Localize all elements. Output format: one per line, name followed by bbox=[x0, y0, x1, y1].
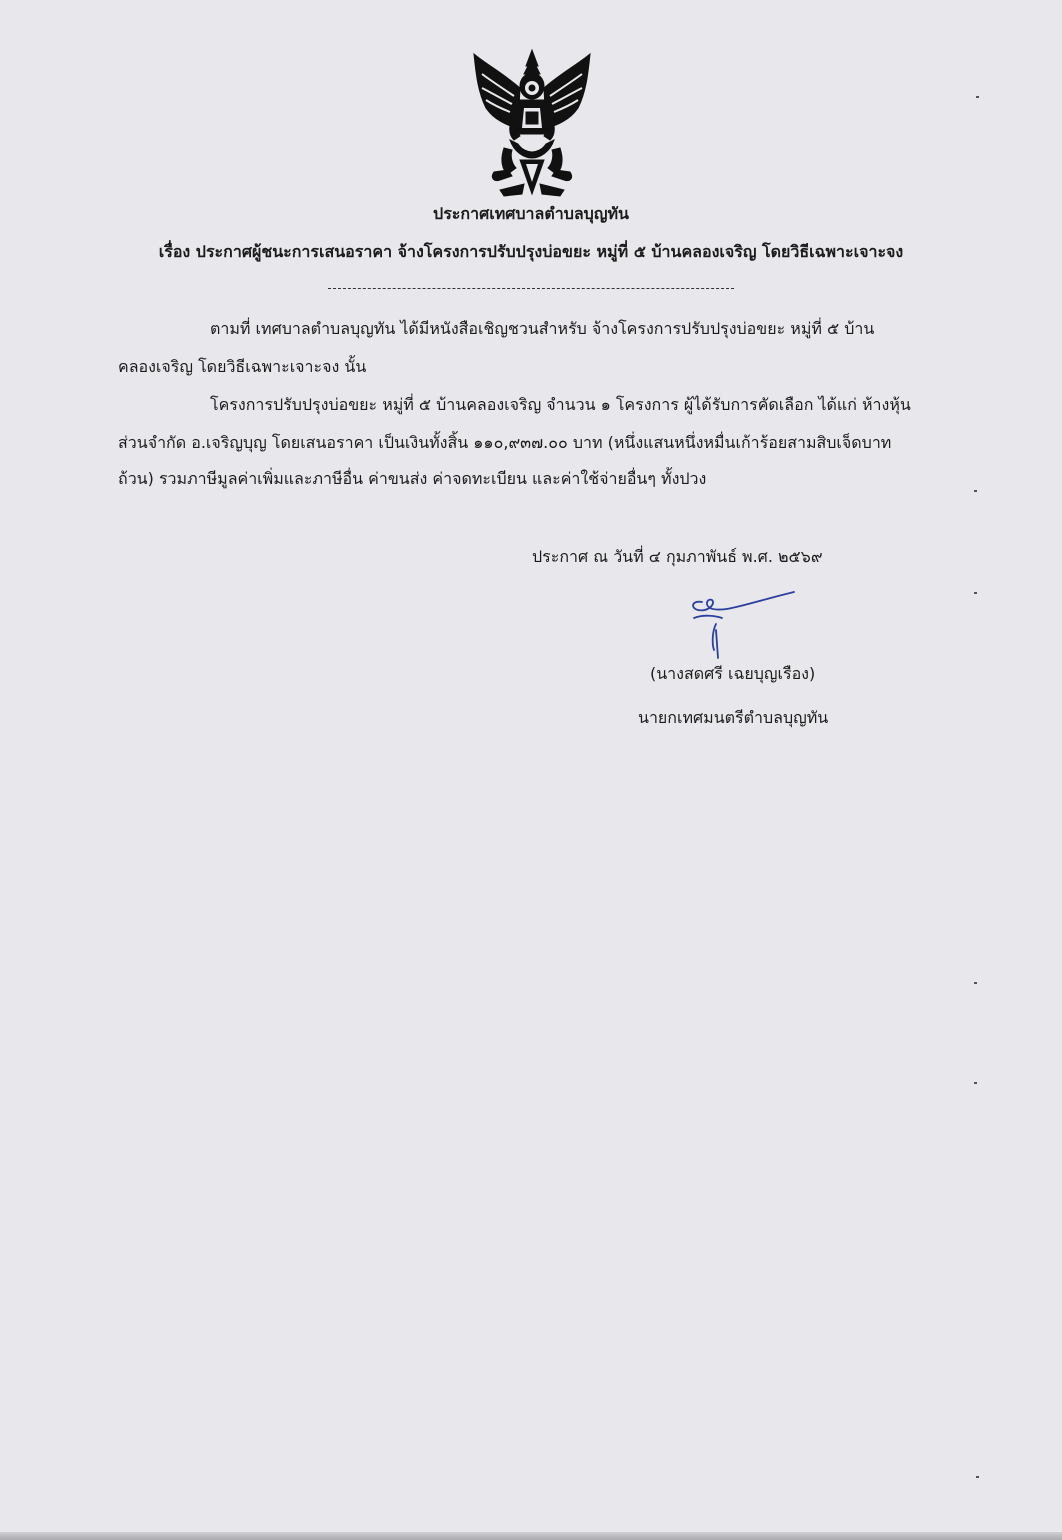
scan-speck bbox=[976, 96, 979, 98]
paragraph-1-line-2: คลองเจริญ โดยวิธีเฉพาะเจาะจง นั้น bbox=[118, 357, 367, 376]
scan-speck bbox=[974, 982, 977, 984]
scan-speck bbox=[974, 490, 977, 492]
scan-bottom-edge bbox=[0, 1532, 1062, 1540]
paragraph-2-line-2: ส่วนจำกัด อ.เจริญบุญ โดยเสนอราคา เป็นเงินทั้งสิ้น ๑๑๐,๙๓๗.๐๐ บาท (หนึ่งแสนหนึ่งหมื่นเก้าร้อยสามสิบเจ็ดบาท bbox=[118, 433, 892, 452]
scan-speck bbox=[974, 1082, 977, 1084]
paragraph-1-line-1: ตามที่ เทศบาลตำบลบุญทัน ได้มีหนังสือเชิญชวนสำหรับ จ้างโครงการปรับปรุงบ่อขยะ หมู่ที่ ๕ บ้าน bbox=[210, 319, 875, 338]
scan-speck bbox=[974, 592, 977, 594]
garuda-emblem-icon bbox=[464, 44, 600, 204]
signer-name: (นางสดศรี เฉยบุญเรือง) bbox=[650, 664, 816, 683]
divider bbox=[328, 288, 734, 289]
paragraph-2-line-1: โครงการปรับปรุงบ่อขยะ หมู่ที่ ๕ บ้านคลองเจริญ จำนวน ๑ โครงการ ผู้ได้รับการคัดเลือก ได้แก่ ห้างหุ้น bbox=[210, 395, 911, 414]
paragraph-2-line-3: ถ้วน) รวมภาษีมูลค่าเพิ่มและภาษีอื่น ค่าขนส่ง ค่าจดทะเบียน และค่าใช้จ่ายอื่นๆ ทั้งปวง bbox=[118, 469, 707, 488]
document-subject: เรื่อง ประกาศผู้ชนะการเสนอราคา จ้างโครงการปรับปรุงบ่อขยะ หมู่ที่ ๕ บ้านคลองเจริญ โดยวิธีเฉพาะเจาะจง bbox=[158, 242, 904, 261]
announcement-date: ประกาศ ณ วันที่ ๔ กุมภาพันธ์ พ.ศ. ๒๕๖๙ bbox=[532, 547, 823, 566]
handwritten-signature bbox=[682, 588, 802, 664]
scan-speck bbox=[976, 1476, 979, 1478]
document-title: ประกาศเทศบาลตำบลบุญทัน bbox=[433, 204, 629, 223]
signer-title: นายกเทศมนตรีตำบลบุญทัน bbox=[638, 708, 829, 727]
